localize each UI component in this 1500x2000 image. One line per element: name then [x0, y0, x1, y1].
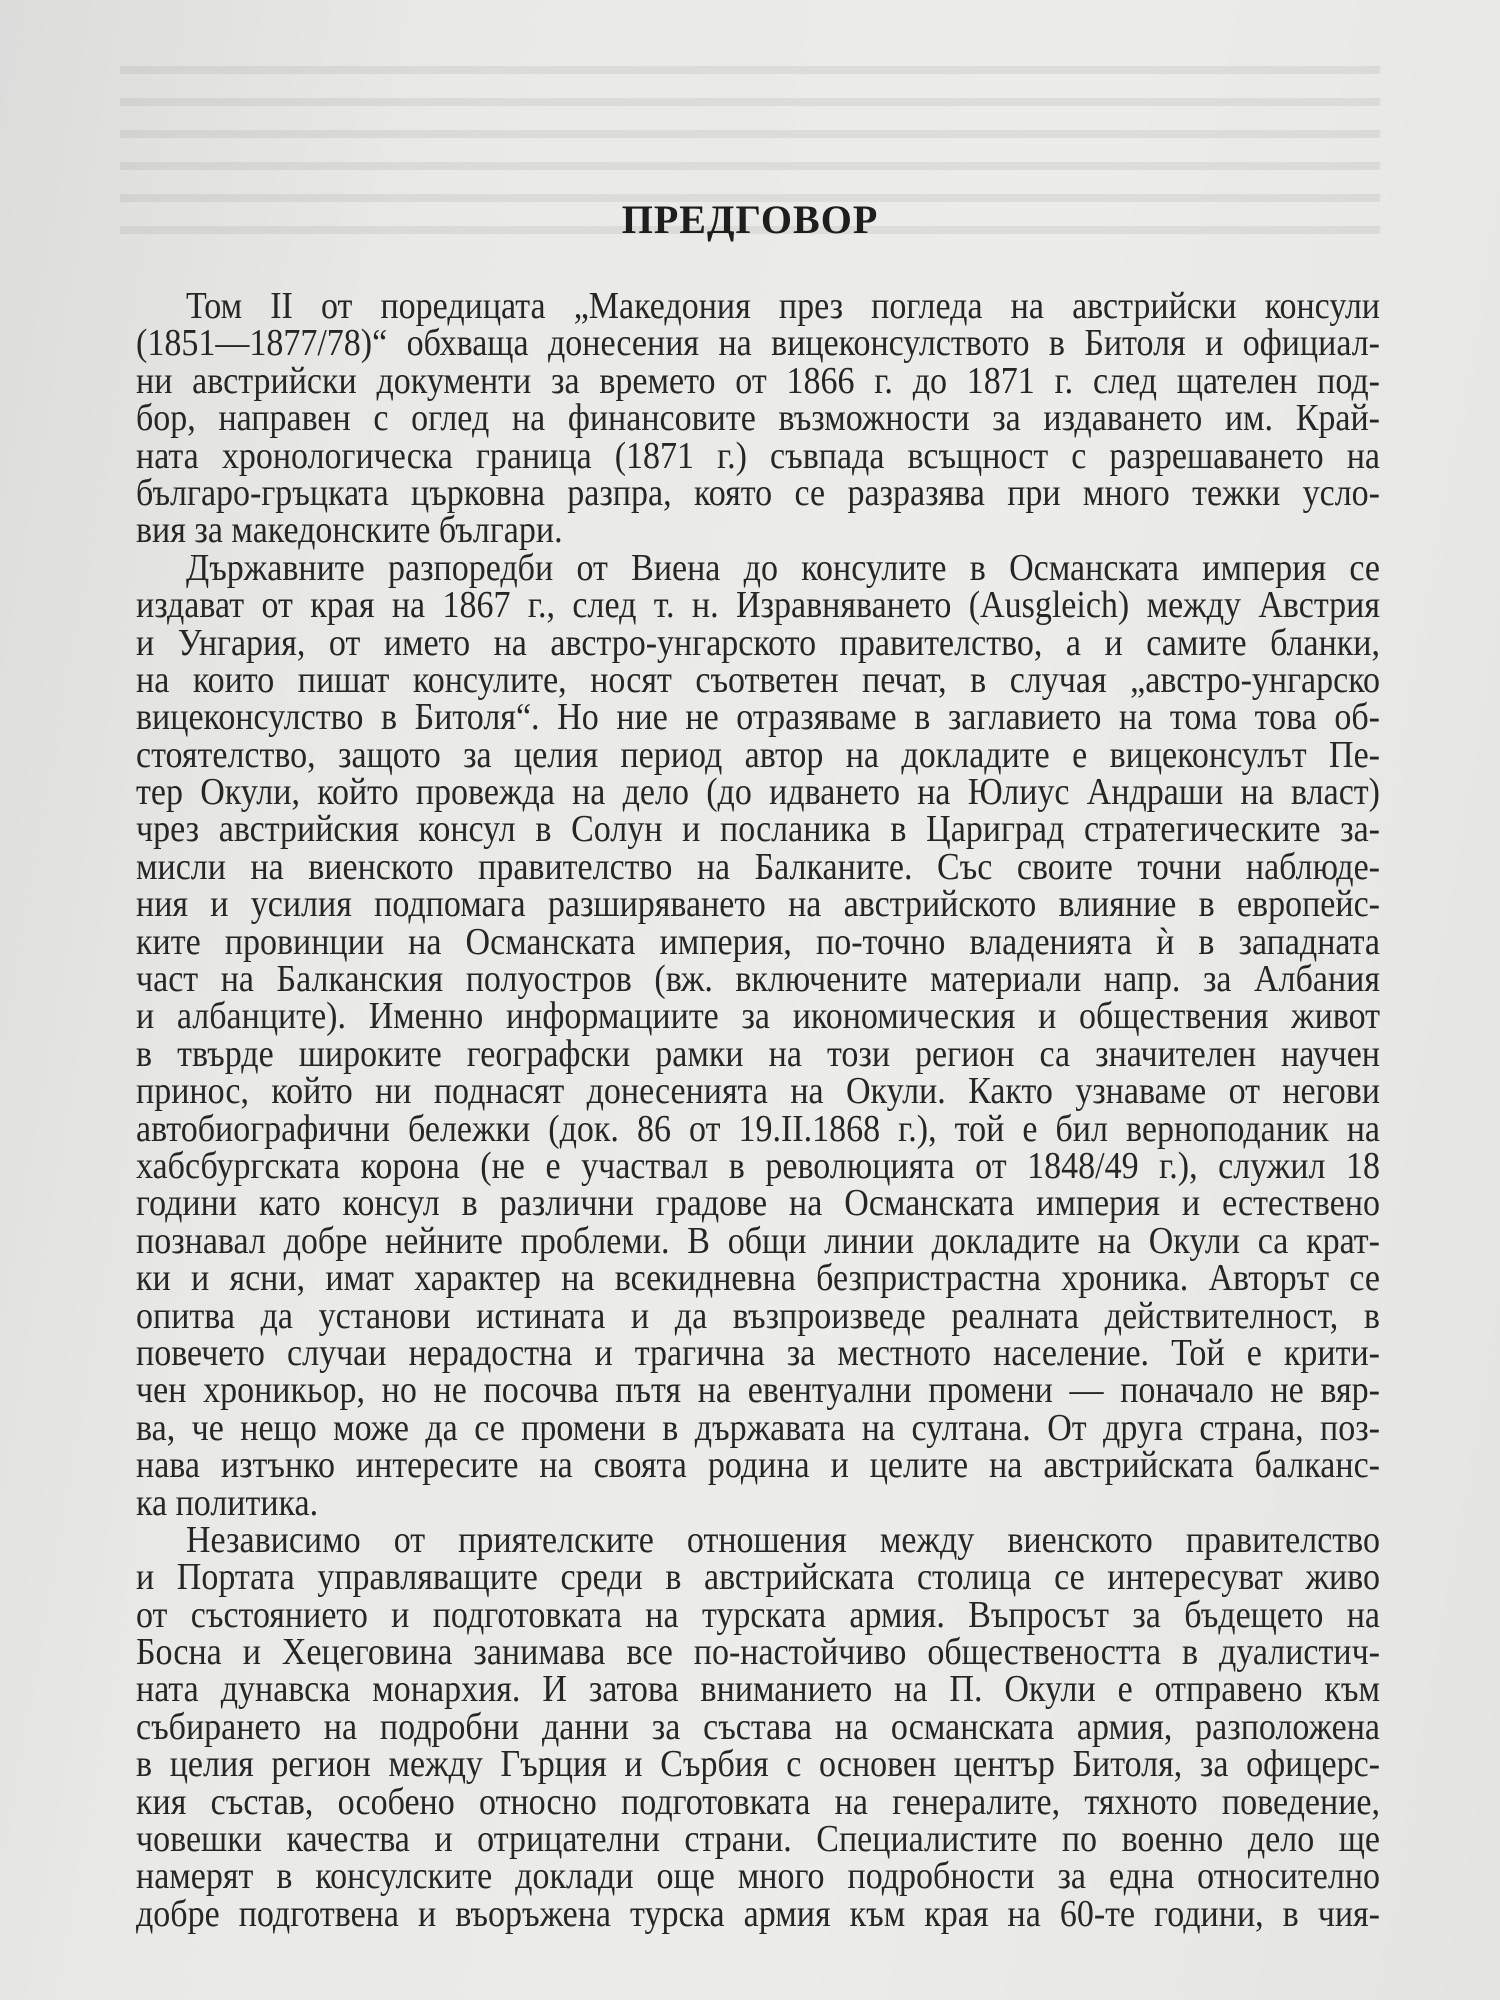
text-line: тер Окули, който провежда на дело (до идването на Юлиус Андраши на власт): [136, 771, 1380, 814]
text-line: част на Балканския полуостров (вж. включените материали напр. за Албания: [136, 958, 1380, 1001]
text-line: повечето случаи нерадостна и трагична за местното население. Той е крити-: [136, 1332, 1380, 1375]
text-line: намерят в консулските доклади още много подробности за една относително: [136, 1856, 1380, 1898]
paragraph: [136, 1519, 1380, 1935]
text-line: ната дунавска монархия. И затова вниманието на П. Окули е отправено към: [136, 1669, 1380, 1711]
paragraph: [136, 547, 1380, 1524]
text-line: ва, че нещо може да се промени в държавата на султана. От друга страна, поз-: [136, 1407, 1380, 1449]
text-line: мисли на виенското правителство на Балканите. Със своите точни наблюде-: [136, 846, 1380, 889]
text-line: ния и усилия подпомага разширяването на австрийското влияние в европейс-: [136, 884, 1380, 926]
text-line: ната хронологическа граница (1871 г.) съвпада всъщност с разрешаването на: [136, 435, 1380, 477]
text-line: ни австрийски документи за времето от 1866 г. до 1871 г. след щателен под-: [136, 360, 1380, 402]
text-line: бор, направен с оглед на финансовите възможности за издаването им. Край-: [136, 397, 1380, 440]
text-line: на които пишат консулите, носят съответен печат, в случая „австро-унгарско: [136, 659, 1380, 702]
text-line: (1851—1877/78)“ обхваща донесения на вицеконсулството в Битоля и официал-: [136, 323, 1380, 365]
text-line: човешки качества и отрицателни страни. Специалистите по военно дело ще: [136, 1818, 1380, 1861]
text-line: в твърде широките географски рамки на този регион са значителен научен: [136, 1033, 1380, 1076]
preface-body: [136, 285, 1380, 1935]
text-line: от състоянието и подготовката на турската армия. Въпросът за бъдещето на: [136, 1594, 1380, 1636]
text-line: българо-гръцката църковна разпра, която се разразява при много тежки усло-: [136, 472, 1380, 515]
text-line: Държавните разпоредби от Виена до консулите в Османската империя се: [186, 547, 1380, 589]
page-title: ПРЕДГОВОР: [621, 197, 879, 242]
text-line: добре подготвена и въоръжена турска армия към края на 60-те години, в чия-: [136, 1893, 1380, 1935]
text-line: издават от края на 1867 г., след т. н. Изравняването (Ausgleich) между Австрия: [136, 584, 1380, 627]
text-line: събирането на подробни данни за състава на османската армия, разположена: [136, 1706, 1380, 1749]
text-line: вицеконсулство в Битоля“. Но ние не отразяваме в заглавието на тома това об-: [136, 697, 1380, 739]
text-line: стоятелство, защото за целия период автор на докладите е вицеконсулът Пе-: [136, 734, 1380, 776]
text-line: ки и ясни, имат характер на всекидневна безпристрастна хроника. Авторът се: [136, 1257, 1380, 1300]
text-line: автобиографични бележки (док. 86 от 19.II.1868 г.), той е бил верноподаник на: [136, 1108, 1380, 1150]
text-line: Независимо от приятелските отношения между виенското правителство: [186, 1519, 1380, 1562]
text-line: Босна и Хецеговина занимава все по-настойчиво обществеността в дуалистич-: [136, 1631, 1380, 1674]
text-line: нава изтънко интересите на своята родина и целите на австрийската балканс-: [136, 1444, 1380, 1487]
text-line: принос, който ни поднасят донесенията на Окули. Както узнаваме от негови: [136, 1070, 1380, 1113]
text-line: чен хроникьор, но не посочва пътя на евентуални промени — поначало не вяр-: [136, 1370, 1380, 1412]
text-line: вия за македонските българи.: [136, 510, 563, 552]
text-line: чрез австрийския консул в Солун и посланика в Цариград стратегическите за-: [136, 809, 1380, 851]
text-line: познавал добре нейните проблеми. В общи линии докладите на Окули са крат-: [136, 1220, 1380, 1262]
text-line: ките провинции на Османската империя, по-точно владенията ѝ в западната: [136, 921, 1380, 963]
text-line: хабсбургската корона (не е участвал в революцията от 1848/49 г.), служил 18: [136, 1145, 1380, 1188]
text-line: опитва да установи истината и да възпроизведе реалната действителност, в: [136, 1295, 1380, 1337]
text-line: кия състав, особено относно подготовката на генералите, тяхното поведение,: [136, 1781, 1380, 1823]
text-line: и албанците). Именно информациите за икономическия и обществения живот: [136, 996, 1380, 1038]
text-line: в целия регион между Гърция и Сърбия с основен център Битоля, за офицерс-: [136, 1743, 1380, 1786]
text-line: ка политика.: [136, 1482, 319, 1524]
text-line: и Унгария, от името на австро-унгарското правителство, а и самите бланки,: [136, 622, 1380, 664]
paragraph: [136, 285, 1380, 552]
text-line: и Портата управляващите среди в австрийската столица се интересуват живо: [136, 1557, 1380, 1599]
text-line: Том II от поредицата „Македония през погледа на австрийски консули: [186, 285, 1380, 328]
text-line: години като консул в различни градове на Османската империя и естествено: [136, 1183, 1380, 1225]
